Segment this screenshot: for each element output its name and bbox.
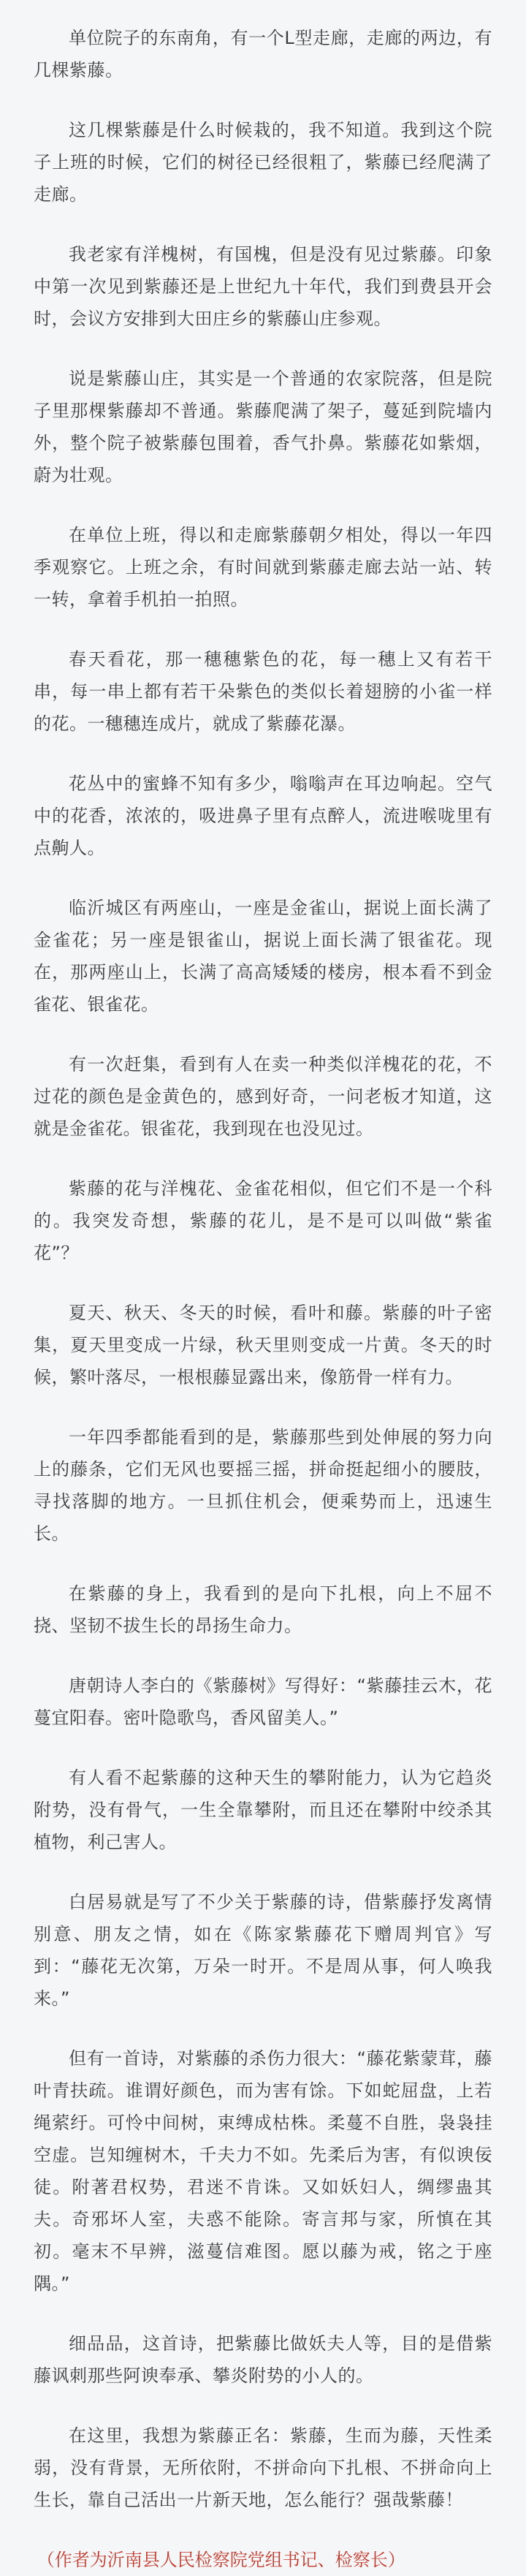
paragraph: 说是紫藤山庄，其实是一个普通的农家院落，但是院子里那棵紫藤却不普通。紫藤爬满了架子，蔓延到院墙内外，整个院子被紫藤包围着，香气扑鼻。紫藤花如紫烟，蔚为壮观。 — [34, 368, 492, 485]
paragraph: 在紫藤的身上，我看到的是向下扎根，向上不屈不挠、坚韧不拔生长的昂扬生命力。 — [34, 1583, 492, 1636]
paragraph: 在这里，我想为紫藤正名：紫藤，生而为藤，天性柔弱，没有背景，无所依附，不拼命向下扎根、不拼命向上生长，靠自己活出一片新天地，怎么能行？强哉紫藤！ — [34, 2425, 492, 2510]
paragraph: 细品品，这首诗，把紫藤比做妖夫人等，目的是借紫藤讽刺那些阿谀奉承、攀炎附势的小人的。 — [34, 2333, 492, 2386]
paragraph: 有人看不起紫藤的这种天生的攀附能力，认为它趋炎附势，没有骨气，一生全靠攀附，而且还在攀附中绞杀其植物，利己害人。 — [34, 1768, 492, 1852]
paragraph: 我老家有洋槐树，有国槐，但是没有见过紫藤。印象中第一次见到紫藤还是上世纪九十年代，我们到费县开会时，会议方安排到大田庄乡的紫藤山庄参观。 — [34, 244, 492, 329]
paragraph: 春天看花，那一穗穗紫色的花，每一穗上又有若干串，每一串上都有若干朵紫色的类似长着翅膀的小雀一样的花。一穗穗连成片，就成了紫藤花瀑。 — [34, 649, 492, 734]
paragraph: 这几棵紫藤是什么时候栽的，我不知道。我到这个院子上班的时候，它们的树径已经很粗了，紫藤已经爬满了走廊。 — [34, 120, 492, 205]
paragraph: 临沂城区有两座山，一座是金雀山，据说上面长满了金雀花；另一座是银雀山，据说上面长满了银雀花。现在，那两座山上，长满了高高矮矮的楼房，根本看不到金雀花、银雀花。 — [34, 898, 492, 1015]
paragraph: 在单位上班，得以和走廊紫藤朝夕相处，得以一年四季观察它。上班之余，有时间就到紫藤走廊去站一站、转一转，拿着手机拍一拍照。 — [34, 525, 492, 610]
paragraph: 花丛中的蜜蜂不知有多少，嗡嗡声在耳边响起。空气中的花香，浓浓的，吸进鼻子里有点醉人，流进喉咙里有点齁人。 — [34, 773, 492, 858]
paragraph: 紫藤的花与洋槐花、金雀花相似，但它们不是一个科的。我突发奇想，紫藤的花儿，是不是可以叫做“紫雀花”？ — [34, 1178, 492, 1263]
paragraph: 有一次赶集，看到有人在卖一种类似洋槐花的花，不过花的颜色是金黄色的，感到好奇，一问老板才知道，这就是金雀花。银雀花，我到现在也没见过。 — [34, 1054, 492, 1139]
paragraph: 唐朝诗人李白的《紫藤树》写得好：“紫藤挂云木，花蔓宜阳春。密叶隐歌鸟，香风留美人。” — [34, 1675, 492, 1728]
author-byline: （作者为沂南县人民检察院党组书记、检察长） — [37, 2550, 405, 2570]
paragraph: 一年四季都能看到的是，紫藤那些到处伸展的努力向上的藤条，它们无风也要摇三摇，拼命挺起细小的腰肢，寻找落脚的地方。一旦抓住机会，便乘势而上，迅速生长。 — [34, 1427, 492, 1544]
paragraph: 单位院子的东南角，有一个L型走廊，走廊的两边，有几棵紫藤。 — [34, 28, 492, 80]
paragraph: 但有一首诗，对紫藤的杀伤力很大：“藤花紫蒙茸，藤叶青扶疏。谁谓好颜色，而为害有馀。下如蛇屈盘，上若绳萦纡。可怜中间树，束缚成枯株。柔蔓不自胜，袅袅挂空虚。岂知缠树木，千夫力不如。先柔后为害，有似谀佞徒。附著君权势，君迷不肯诛。又如妖妇人，绸缪蛊其夫。奇邪坏人室，夫惑不能除。寄言邦与家，所慎在其初。毫末不早辨，滋蔓信难图。愿以藤为戒，铭之于座隅。” — [34, 2048, 492, 2294]
paragraph: 白居易就是写了不少关于紫藤的诗，借紫藤抒发离情别意、朋友之情，如在《陈家紫藤花下赠周判官》写到：“藤花无次第，万朵一时开。不是周从事，何人唤我来。” — [34, 1892, 492, 2009]
paragraph: 夏天、秋天、冬天的时候，看叶和藤。紫藤的叶子密集，夏天里变成一片绿，秋天里则变成一片黄。冬天的时候，繁叶落尽，一根根藤显露出来，像筋骨一样有力。 — [34, 1303, 492, 1387]
